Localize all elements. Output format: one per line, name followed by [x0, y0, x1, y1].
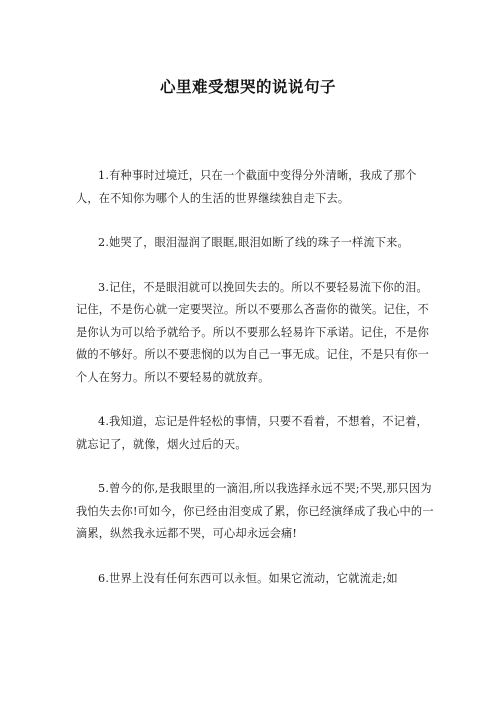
- paragraph-1: 1.有种事时过境迁，只在一个截面中变得分外清晰，我成了那个人，在不知你为哪个人的生活的世界继续独自走下去。: [76, 169, 417, 205]
- paragraph-4: 4.我知道，忘记是件轻松的事情，只要不看着，不想着，不记着，就忘记了，就像，烟火过后的天。: [76, 415, 428, 451]
- paragraph-3: 3.记住，不是眼泪就可以挽回失去的。所以不要轻易流下你的泪。记住，不是伤心就一定要哭泣。所以不要那么吝啬你的微笑。记住，不是你认为可以给予就给予。所以不要那么轻易许下承诺。记住，不是你做的不够好。所以不要悲悯的以为自己一事无成。记住，不是只有你一个人在努力。所以不要轻易的就放弃。: [76, 280, 430, 384]
- page-title: 心里难受想哭的说说句子: [159, 78, 336, 96]
- paragraph-2: 2.她哭了，眼泪湿润了眼眶,眼泪如断了线的珠子一样流下来。: [98, 236, 409, 249]
- document-body: [76, 165, 436, 612]
- paragraph-5: 5.曾今的你,是我眼里的一滴泪,所以我选择永远不哭;不哭,那只因为我怕失去你!可如今，你已经由泪变成了累，你已经演绎成了我心中的一滴累，纵然我永远都不哭，可心却永远会痛!: [76, 482, 434, 540]
- paragraph-6: 6.世界上没有任何东西可以永恒。如果它流动，它就流走;如: [98, 571, 398, 585]
